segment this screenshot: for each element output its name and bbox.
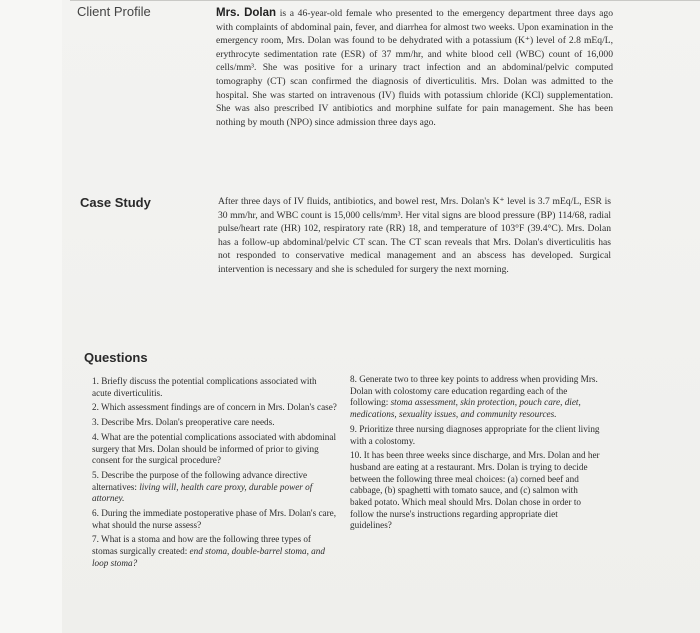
question-5 — [92, 470, 337, 505]
question-9: 9. Prioritize three nursing diagnoses appropriate for the client living with a colostomy. — [350, 423, 600, 446]
question-5-text: 5. Describe the purpose of the following advance directive alternatives: — [92, 469, 308, 492]
question-5-terms: living will, health care proxy, durable power of attorney. — [92, 481, 313, 504]
question-7-terms: end stoma, double-barrel stoma, and loop stoma? — [92, 546, 325, 568]
client-profile-text — [216, 7, 613, 129]
question-8 — [350, 374, 600, 421]
question-6: 6. During the immediate postoperative phase of Mrs. Dolan's care, what should the nurse assess? — [92, 508, 337, 530]
questions-heading: Questions — [84, 350, 148, 365]
question-4: 4. What are the potential complications associated with abdominal surgery that Mrs. Dolan should be informed of prior to giving consent for the surgical procedure? — [92, 431, 336, 466]
case-study-text: After three days of IV fluids, antibiotics, and bowel rest, Mrs. Dolan's K⁺ level is 3.7 mEq/L, ESR is 30 mm/hr, and WBC count is 15,000 cells/mm³. Her vital signs are blood pressure (BP) 114/68, radial pulse/heart rate (HR) 102, respiratory rate (RR) 18, and temperature of 103°F (39.4°C). Mrs. Dolan has a follow-up abdominal/pelvic CT scan. The CT scan reveals that Mrs. Dolan's diverticulitis has not responded to conservative medical management and an abscess has developed. Surgical intervention is necessary and she is scheduled for surgery the next morning. — [218, 196, 611, 275]
question-1: 1. Briefly discuss the potential complications associated with acute diverticulitis. — [92, 376, 317, 398]
question-10: 10. It has been three weeks since discharge, and Mrs. Dolan and her husband are eating at a restaurant. Mrs. Dolan is trying to decide between the following three meal choices: (a) corned beef and cabbage, (b) spaghetti with tomato sauce, and (c) salmon with baked potato. Which meal should Mrs. Dolan chose in order to follow the nurse's instructions regarding appropriate diet guidelines? — [350, 450, 600, 531]
question-7-text: 7. What is a stoma and how are the following three types of stomas surgically created: — [92, 534, 311, 557]
client-name: Mrs. Dolan — [216, 7, 277, 19]
questions-left-column — [92, 376, 337, 573]
top-divider — [70, 0, 700, 1]
question-7 — [92, 534, 337, 569]
question-8-text: 8. Generate two to three key points to address when providing Mrs. Dolan with colostomy care education regarding each of the following: — [350, 374, 598, 408]
questions-right-column — [350, 374, 600, 535]
case-study-heading: Case Study — [80, 195, 151, 210]
client-profile-body: is a 46-year-old female who presented to the emergency department three days ago with complaints of abdominal pain, fever, and diarrhea for almost two weeks. Upon examination in the emergency room, Mrs. Dolan was found to be dehydrated with a potassium (K⁺) level of 2.8 mEq/L, erythrocyte sedimentation rate (ESR) of 37 mm/hr, and white blood cell (WBC) count of 16,000 cells/mm³. She was positive for a urinary tract infection and an abdominal/pelvic computed tomography (CT) scan confirmed the diagnosis of diverticulitis. Mrs. Dolan was admitted to the hospital. She was started on intravenous (IV) fluids with potassium chloride (KCl) supplementation. She was also prescribed IV antibiotics and morphine sulfate for pain management. She has been nothing by mouth (NPO) since admission three days ago. — [216, 8, 613, 128]
page-margin — [0, 0, 62, 633]
question-3: 3. Describe Mrs. Dolan's preoperative care needs. — [92, 417, 275, 428]
question-2: 2. Which assessment findings are of concern in Mrs. Dolan's case? — [92, 402, 337, 413]
question-8-terms: stoma assessment, skin protection, pouch care, diet, medications, sexuality issues, and community resources. — [350, 397, 581, 420]
client-profile-heading: Client Profile — [77, 4, 151, 19]
